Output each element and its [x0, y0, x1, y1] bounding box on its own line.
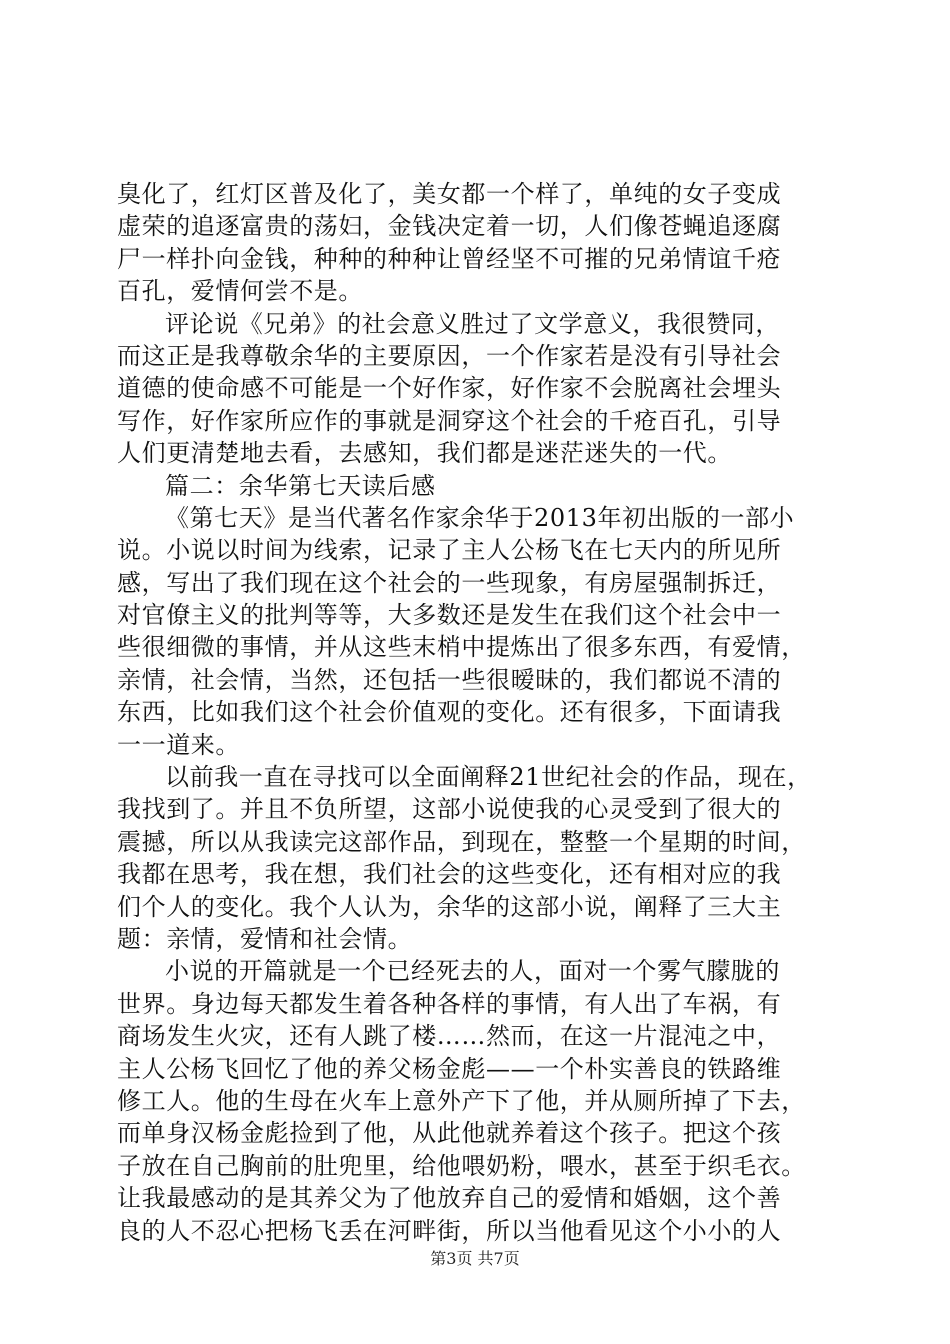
paragraph-start-line: 《第七天》是当代著名作家余华于2013年初出版的一部小	[165, 503, 795, 532]
text-line: 主人公杨飞回忆了他的养父杨金彪——一个朴实善良的铁路维	[117, 1054, 782, 1083]
text-line: 让我最感动的是其养父为了他放弃自己的爱情和婚姻，这个善	[117, 1184, 782, 1213]
text-line: 些很细微的事情，并从这些末梢中提炼出了很多东西，有爱情，	[117, 633, 806, 662]
paragraph-start-line: 小说的开篇就是一个已经死去的人，面对一个雾气朦胧的	[165, 957, 780, 986]
text-line: 修工人。他的生母在火车上意外产下了他，并从厕所掉了下去，	[117, 1086, 806, 1115]
text-line: 我找到了。并且不负所望，这部小说使我的心灵受到了很大的	[117, 795, 782, 824]
text-line: 而这正是我尊敬余华的主要原因，一个作家若是没有引导社会	[117, 341, 782, 370]
paragraph-start-line: 评论说《兄弟》的社会意义胜过了文学意义，我很赞同，	[165, 309, 780, 338]
text-line: 虚荣的追逐富贵的荡妇，金钱决定着一切，人们像苍蝇追逐腐	[117, 212, 782, 241]
text-line: 人们更清楚地去看，去感知，我们都是迷茫迷失的一代。	[117, 439, 732, 468]
paragraph-start-line: 以前我一直在寻找可以全面阐释21世纪社会的作品，现在，	[165, 763, 812, 792]
text-line: 道德的使命感不可能是一个好作家，好作家不会脱离社会埋头	[117, 374, 782, 403]
text-line: 子放在自己胸前的肚兜里，给他喂奶粉，喂水，甚至于织毛衣。	[117, 1151, 806, 1180]
text-line: 题：亲情，爱情和社会情。	[117, 924, 413, 953]
text-line: 们个人的变化。我个人认为，余华的这部小说，阐释了三大主	[117, 892, 782, 921]
page-number-footer: 第3页 共7页	[430, 1249, 520, 1268]
text-line: 东西，比如我们这个社会价值观的变化。还有很多，下面请我	[117, 698, 782, 727]
document-body	[117, 178, 837, 1247]
text-line: 一一道来。	[117, 730, 240, 759]
text-line: 震撼，所以从我读完这部作品，到现在，整整一个星期的时间，	[117, 827, 806, 856]
text-line: 我都在思考，我在想，我们社会的这些变化，还有相对应的我	[117, 860, 782, 889]
text-line: 而单身汉杨金彪捡到了他，从此他就养着这个孩子。把这个孩	[117, 1119, 782, 1148]
text-line: 商场发生火灾，还有人跳了楼……然而，在这一片混沌之中，	[117, 1022, 782, 1051]
text-line: 感，写出了我们现在这个社会的一些现象，有房屋强制拆迁，	[117, 568, 782, 597]
text-line: 世界。身边每天都发生着各种各样的事情，有人出了车祸，有	[117, 989, 782, 1018]
text-line: 臭化了，红灯区普及化了，美女都一个样了，单纯的女子变成	[117, 180, 782, 208]
text-line: 尸一样扑向金钱，种种的种种让曾经坚不可摧的兄弟情谊千疮	[117, 244, 782, 273]
text-line: 对官僚主义的批判等等，大多数还是发生在我们这个社会中一	[117, 601, 782, 630]
text-line: 亲情，社会情，当然，还包括一些很暧昧的，我们都说不清的	[117, 665, 782, 694]
section-heading: 篇二：余华第七天读后感	[165, 471, 436, 500]
text-line: 说。小说以时间为线索，记录了主人公杨飞在七天内的所见所	[117, 536, 782, 565]
text-line: 良的人不忍心把杨飞丢在河畔街，所以当他看见这个小小的人	[117, 1216, 782, 1245]
text-line: 写作，好作家所应作的事就是洞穿这个社会的千疮百孔，引导	[117, 406, 782, 435]
text-line: 百孔，爱情何尝不是。	[117, 277, 363, 306]
